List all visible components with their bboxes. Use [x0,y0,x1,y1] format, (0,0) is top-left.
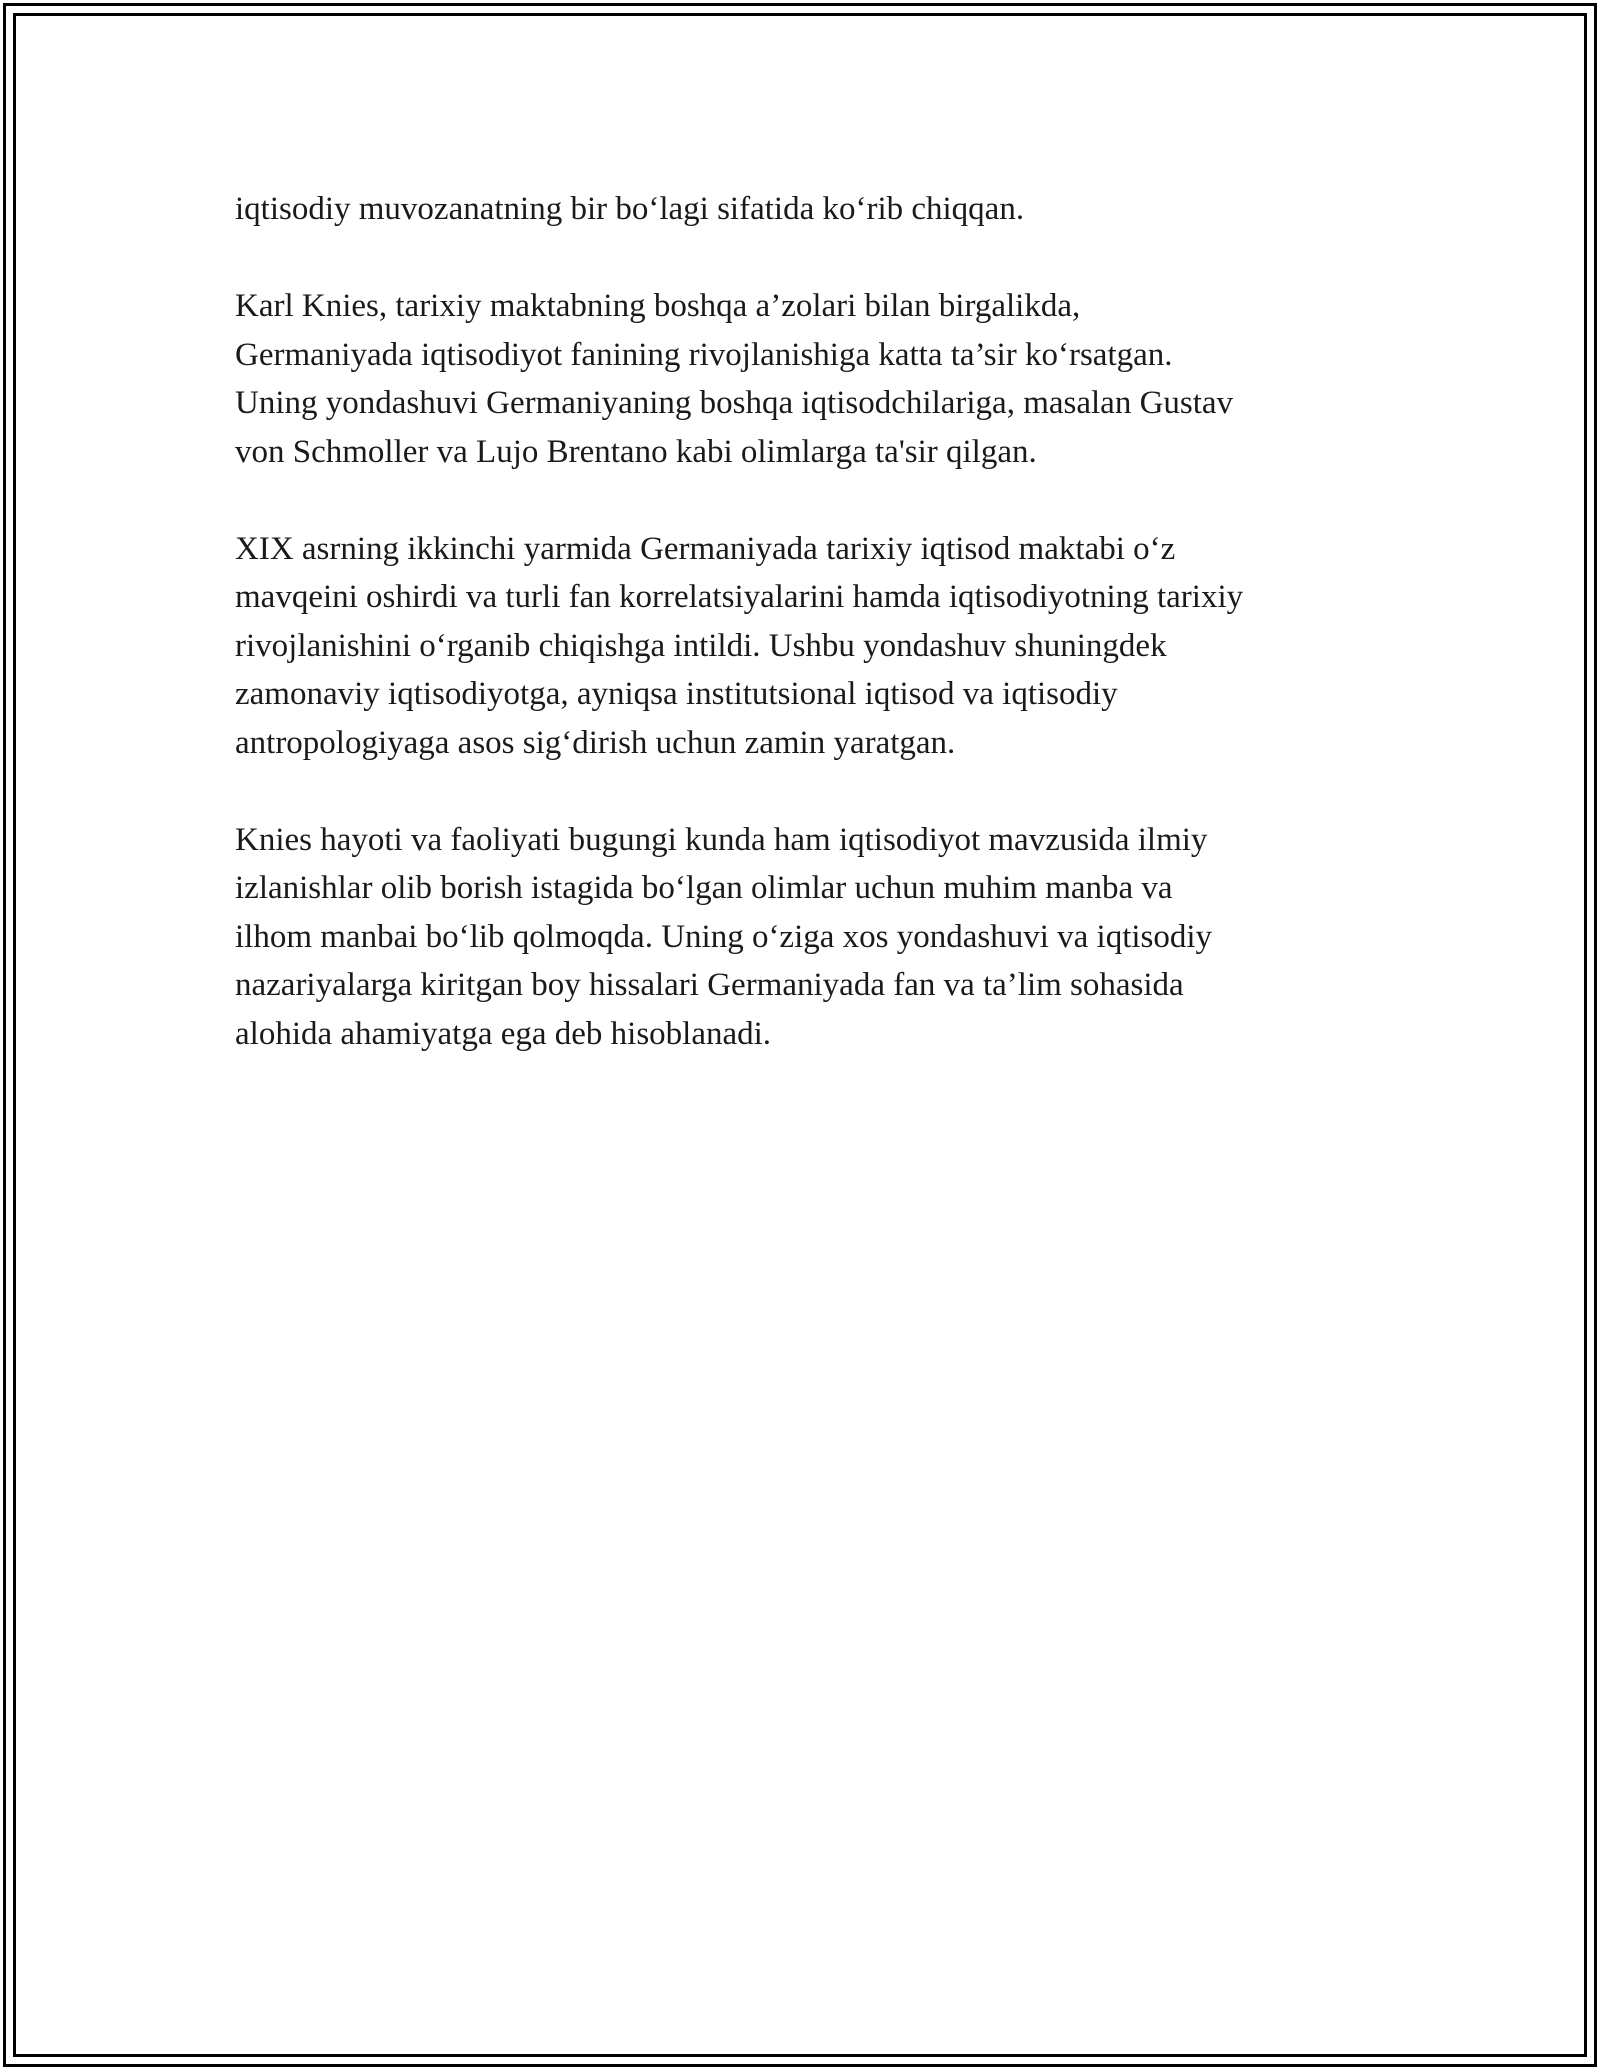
document-body [235,185,1370,1107]
text-line: iqtisodiy muvozanatning bir bo‘lagi sifatida ko‘rib chiqqan. [235,191,1025,227]
paragraph-4 [235,816,1370,1059]
text-line: rivojlanishini o‘rganib chiqishga intildi. Ushbu yondashuv shuningdek [235,627,1167,664]
text-line: nazariyalarga kiritgan boy hissalari Germaniyada fan va ta’lim sohasida [235,967,1184,1003]
text-line: izlanishlar olib borish istagida bo‘lgan olimlar uchun muhim manba va [235,870,1173,906]
text-line: ilhom manbai bo‘lib qolmoqda. Uning o‘ziga xos yondashuvi va iqtisodiy [235,918,1213,955]
text-line: XIX asrning ikkinchi yarmida Germaniyada tarixiy iqtisod maktabi o‘z [235,530,1176,567]
text-line: alohida ahamiyatga ega deb hisoblanadi. [235,1015,772,1052]
text-line: antropologiyaga asos sig‘dirish uchun zamin yaratgan. [235,724,956,761]
text-line: Germaniyada iqtisodiyot fanining rivojlanishiga katta ta’sir ko‘rsatgan. [235,336,1173,373]
text-line: von Schmoller va Lujo Brentano kabi olimlarga ta'sir qilgan. [235,433,1037,470]
text-line: mavqeini oshirdi va turli fan korrelatsiyalarini hamda iqtisodiyotning tarixiy [235,579,1244,615]
text-line: Uning yondashuvi Germaniyaning boshqa iqtisodchilariga, masalan Gustav [235,385,1234,421]
text-line: Karl Knies, tarixiy maktabning boshqa a’zolari bilan birgalikda, [235,288,1081,324]
paragraph-3 [235,525,1370,768]
text-line: Knies hayoti va faoliyati bugungi kunda ham iqtisodiyot mavzusida ilmiy [235,821,1208,858]
text-line: zamonaviy iqtisodiyotga, ayniqsa institutsional iqtisod va iqtisodiy [235,676,1118,712]
paragraph-1 [235,185,1370,234]
paragraph-2 [235,282,1370,476]
